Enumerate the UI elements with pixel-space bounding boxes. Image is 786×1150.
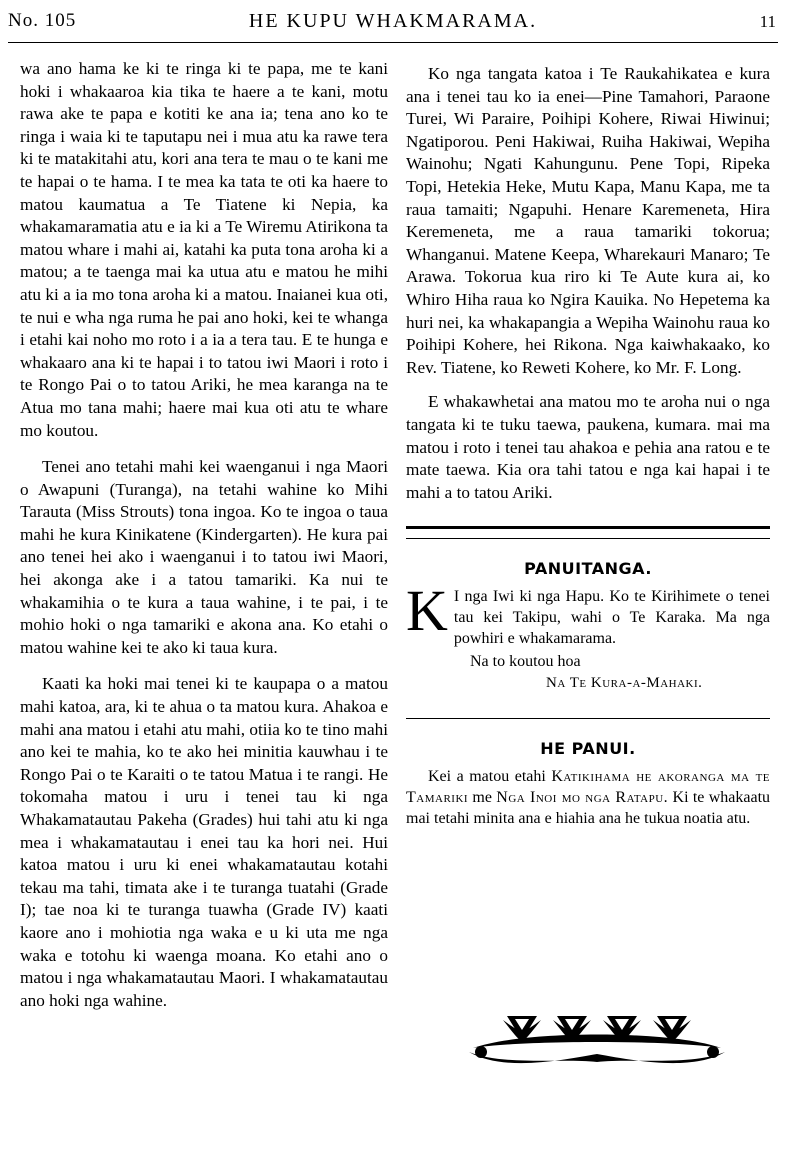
panuitanga-signature: Na Te Kura-a-Mahaki. — [546, 675, 703, 692]
panuitanga-notice — [406, 578, 770, 649]
drop-cap: K — [406, 578, 448, 644]
left-paragraph-3: Kaati ka hoki mai tenei ki te kaupapa o a matou mahi katoa, ara, ki te ahua o ta matou kura. Ahakoa e mahi ana matou i etahi atu mahi, otiia ko te tino mahi ano kei te mahia, ko te ako hei minitia kauwhau i te Rongo Pai o te Karaiti o te tatou Matua i te rangi. He tokomaha matou i uru i tenei tau ki nga Whakamatautau Pakeha (Grades) hui tahi atu ki nga mea i whakamatautau i enei tau ka hori nei. Hui katoa matou i uru ki enei whakamatautau kotahi tekau ma tahi, timata ake i te turanga tuatahi (Grade I); tae noa ki te turanga tuawha (Grade IV) kaati kaore ano i mohiotia nga waka e u ki uta me nga waka e totohu ki waenga moana. Ko etahi ano o matou i nga whakamatautau Maori. I whakamatautau ano hoki nga wahine. — [20, 674, 388, 1010]
right-paragraph-2: E whakawhetai ana matou mo te aroha nui o nga tangata ki te tuku taewa, paukena, kumara. mai ma matou i roto i tenei tau ahakoa e pehia ana ratou e te mate taewa. Kia ora tahi tatou e nga kai hapai i te mahi a to tatou Ariki. — [406, 392, 770, 502]
decorative-ornament-icon — [463, 1010, 731, 1076]
left-paragraph-1: wa ano hama ke ki te ringa ki te papa, me te kani hoki i whakaaroa kia tika te haere a te kani, motu rawa ake te papa e kotiti ke ana ia; tena ano ko te ringa i waia ki te taputapu nei i mua atu ka rawe tera ki te matakitahi atu, kori ana tera te mau o te kani me te hapai o te hama. I te mea ka tata te oti ka haere to matou kaumatua a Te Tiatene ki Nepia, ka whakamaramatia atu e ia ki a Te Wiremu Atirikona ta matou whare i mahi ai, katahi ka puta tona aroha ki a matou; a te taenga mai ka utua atu e matou he mihi atu ki a ia mo tona aroha ki a matou. Inaianei kua oti, te nui e wha nga ruma he pai ano hoki, kei te whanga i etahi kai noho mo roto i a ia a tera tau. E te hunga e whakaaro ana ki te hapai i to tatou iwi Maori i roto i te Rongo Pai o to tatou Ariki, he mea karanga na te Atua mo tana mahi; haere mai kua oti atu te whare mo koutou. — [20, 59, 388, 440]
page-number: 11 — [759, 12, 776, 31]
left-column — [20, 58, 388, 1012]
right-column — [406, 63, 770, 829]
panuitanga-body: I nga Iwi ki nga Hapu. Ko te Kirihimete o tenei tau kei Takipu, wahi o Te Karaka. Ma nga powhiri e whakamarama. — [453, 588, 770, 648]
he-panui-book-1: Katikihama he akoranga ma te Tamariki — [406, 768, 771, 807]
right-paragraph-1: Ko nga tangata katoa i Te Raukahikatea e kura ana i tenei tau ko ia enei—Pine Tamahori, Paraone Turei, Wi Paraire, Poihipi Kohere, Riwai Hiwinui; Ngatiporou. Peni Hakiwai, Ruiha Hakiwai, Wepiha Wainohu; Ngati Kahungunu. Pene Topi, Ripeka Topi, Hetekia Heke, Mutu Kapa, Manu Kapa, me ta raua tamaiti; Ngapuhi. Henare Karemeneta, Hira Keremeneta, me a raua tamariki tokorua; Whanganui. Matene Keepa, Wharekauri Manaro; Te Arawa. Tokorua kua riro ki Te Aute kura ai, ko Whiro Hiha raua ko Ngira Kauika. No Hepetema ka huri nei, ka whakapangia a Wepiha Wainohu raua ko Poihipi Kohere, hei Rikona. Nga kaiwhakaako, ko Rev. Tiatene, ko Reweti Kohere, ko Mr. F. Long. — [406, 64, 770, 377]
he-panui-text-start: Kei a matou etahi — [428, 768, 546, 786]
he-panui-text-end: Ki te whakaatu mai tetahi minita ana e hiahia ana he tukua noatia atu. — [406, 789, 771, 828]
header-rule — [8, 42, 778, 43]
he-panui-heading: HE PANUI. — [540, 739, 636, 759]
running-title: HE KUPU WHAKMARAMA. — [248, 10, 538, 32]
panuitanga-heading: PANUITANGA. — [524, 559, 652, 579]
panuitanga-closing: Na to koutou hoa — [470, 653, 581, 671]
he-panui-text-mid: me — [472, 789, 492, 807]
section-divider-thin — [406, 718, 770, 719]
left-paragraph-2: Tenei ano tetahi mahi kei waenganui i nga Maori o Awapuni (Turanga), na tetahi wahine ko Mihi Tarauta (Miss Strouts) tona ingoa. Ko te ingoa o taua mahi he kura Kinikatene (Kindergarten). He kura pai ano tenei hei ako i waenganui i to tatou iwi Maori, hei akonga ake i a tatou tamariki. Ka nui te whakamihia o te kura a taua wahine, i te pai, i te mohio hoki o nga tamariki e akona ana. Ko etahi o matou wahine kei te ako ki taua kura. — [20, 457, 388, 657]
he-panui-book-2: Nga Inoi mo nga Ratapu. — [496, 789, 669, 807]
issue-number: No. 105 — [8, 10, 77, 31]
he-panui-notice — [406, 766, 770, 829]
page-header — [8, 8, 778, 38]
section-divider — [406, 526, 770, 539]
